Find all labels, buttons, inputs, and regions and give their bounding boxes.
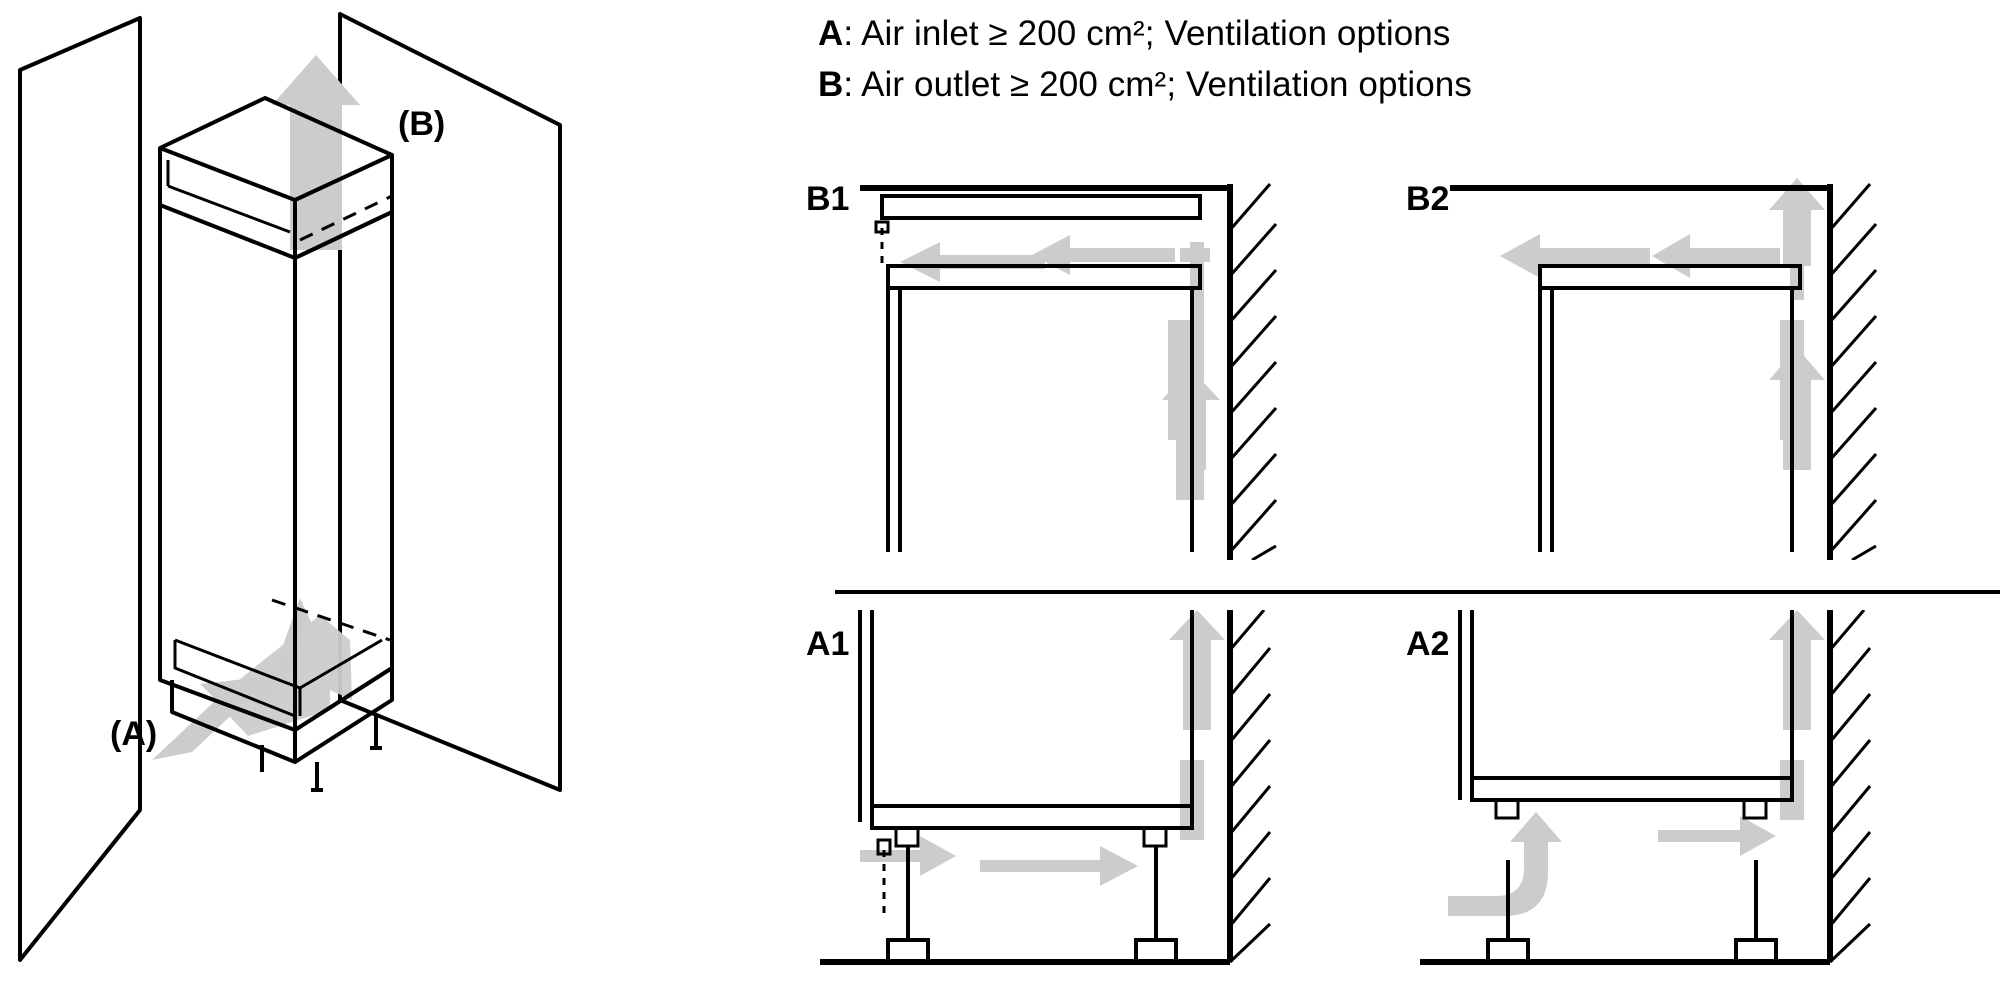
top-compartment-inner-edge bbox=[160, 148, 392, 200]
niche-front-left bbox=[160, 205, 295, 730]
iso-label-a: (A) bbox=[110, 715, 158, 753]
right-wall bbox=[340, 14, 560, 790]
panel-divider bbox=[835, 590, 2000, 594]
panel-b2-outline bbox=[1450, 188, 1830, 552]
legend-text-b: : Air outlet ≥ 200 cm²; Ventilation options bbox=[843, 65, 1472, 104]
panel-a1 bbox=[800, 610, 1400, 1000]
panel-a2-arrows bbox=[1448, 610, 1825, 916]
panel-b2-label: B2 bbox=[1406, 180, 1450, 218]
airflow-arrows bbox=[152, 55, 360, 760]
arrow-left-outer bbox=[900, 242, 1045, 282]
left-wall bbox=[20, 18, 140, 960]
top-compartment bbox=[160, 98, 392, 258]
wall-hatching bbox=[1230, 184, 1276, 560]
arrow-up-lower bbox=[1769, 348, 1825, 470]
arrow-up-wall bbox=[1169, 610, 1225, 730]
iso-label-b: (B) bbox=[398, 105, 446, 143]
outlet-arrow-up bbox=[272, 55, 360, 250]
arrow-up-wall bbox=[1769, 610, 1825, 730]
leg-left-foot bbox=[1488, 940, 1528, 962]
legend bbox=[818, 8, 1818, 110]
arrow-right-base bbox=[980, 846, 1138, 886]
arrow-left-outer bbox=[1500, 234, 1650, 278]
panel-a1-wall bbox=[1230, 610, 1270, 962]
legend-line-b bbox=[818, 59, 1818, 110]
leg-front bbox=[311, 762, 323, 790]
isometric-cabinet-diagram bbox=[0, 0, 760, 1000]
panel-b2 bbox=[1400, 170, 2000, 560]
leg-left-foot bbox=[888, 940, 928, 962]
panel-a2-label: A2 bbox=[1406, 625, 1450, 663]
legend-text-a: : Air inlet ≥ 200 cm²; Ventilation options bbox=[843, 14, 1451, 53]
panel-a1-label: A1 bbox=[806, 625, 850, 663]
wall-hatching bbox=[1830, 184, 1876, 560]
legend-line-a bbox=[818, 8, 1818, 59]
wall-hatching bbox=[1230, 610, 1270, 962]
panel-b1-wall bbox=[1230, 184, 1276, 560]
panel-b1-label: B1 bbox=[806, 180, 850, 218]
base-foot-right bbox=[1144, 828, 1166, 846]
base-foot-right bbox=[1744, 800, 1766, 818]
panel-b2-wall bbox=[1830, 184, 1876, 560]
panel-b1 bbox=[800, 170, 1400, 560]
leg-right-foot bbox=[1136, 940, 1176, 962]
legend-key-b: B bbox=[818, 65, 844, 104]
inlet-arrow-body bbox=[214, 615, 352, 736]
appliance-base-slab bbox=[1472, 778, 1792, 800]
base-foot-left bbox=[1496, 800, 1518, 818]
leg-right-foot bbox=[1736, 940, 1776, 962]
duct-opening bbox=[876, 222, 888, 232]
panel-a2 bbox=[1400, 610, 2000, 1000]
appliance-top-slab bbox=[1540, 266, 1800, 288]
leg-rear bbox=[370, 716, 382, 748]
panel-a1-outline bbox=[820, 610, 1230, 962]
worktop-slab bbox=[882, 196, 1200, 218]
panel-b2-arrows bbox=[1500, 178, 1825, 470]
legend-key-a: A bbox=[818, 14, 844, 53]
wall-hatching bbox=[1830, 610, 1870, 962]
arrow-left-inner bbox=[1032, 235, 1175, 275]
arrow-left-inner bbox=[1652, 234, 1780, 278]
base-foot-left bbox=[896, 828, 918, 846]
panel-a2-wall bbox=[1830, 610, 1870, 962]
panel-b1-arrows bbox=[900, 230, 1220, 500]
appliance-base-slab bbox=[872, 806, 1192, 828]
